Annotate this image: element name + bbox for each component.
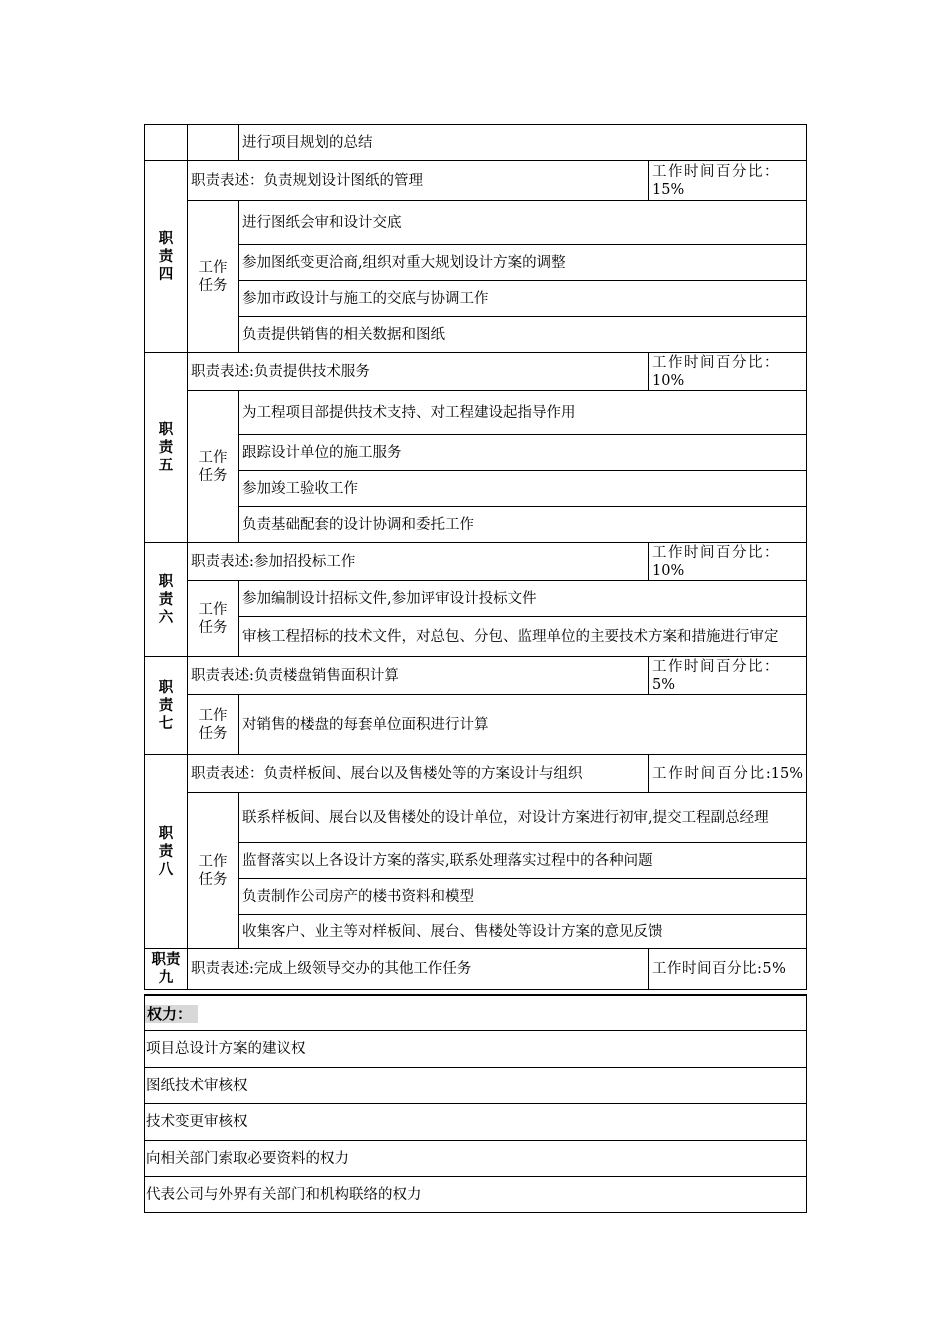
rights-item: 技术变更审核权 bbox=[144, 1103, 807, 1140]
rights-header bbox=[144, 994, 807, 1030]
task-item: 对销售的楼盘的每套单位面积进行计算 bbox=[239, 695, 807, 755]
rights-section bbox=[144, 994, 807, 1213]
task-item: 监督落实以上各设计方案的落实,联系处理落实过程中的各种问题 bbox=[239, 843, 807, 879]
task-item: 参加编制设计招标文件,参加评审设计投标文件 bbox=[239, 581, 807, 617]
task-label: 工作任务 bbox=[188, 201, 239, 353]
rights-item: 代表公司与外界有关部门和机构联络的权力 bbox=[144, 1176, 807, 1213]
resp-description: 职责表述:参加招投标工作 bbox=[188, 543, 649, 581]
resp-description: 职责表述：负责规划设计图纸的管理 bbox=[188, 161, 649, 201]
work-time-percent: 工作时间百分比:5% bbox=[649, 949, 807, 990]
task-item: 负责制作公司房产的楼书资料和模型 bbox=[239, 879, 807, 915]
task-item: 审核工程招标的技术文件，对总包、分包、监理单位的主要技术方案和措施进行审定 bbox=[239, 617, 807, 657]
resp-label: 职责八 bbox=[145, 755, 188, 949]
work-time-percent: 工作时间百分比： 15% bbox=[649, 161, 807, 201]
work-time-percent: 工作时间百分比： 5% bbox=[649, 657, 807, 695]
resp-label: 职责七 bbox=[145, 657, 188, 755]
task-item: 参加市政设计与施工的交底与协调工作 bbox=[239, 281, 807, 317]
rights-title: 权力： bbox=[145, 1005, 198, 1023]
resp-description: 职责表述:负责提供技术服务 bbox=[188, 353, 649, 391]
resp-description: 职责表述:负责楼盘销售面积计算 bbox=[188, 657, 649, 695]
task-item: 进行图纸会审和设计交底 bbox=[239, 201, 807, 245]
task-item: 负责提供销售的相关数据和图纸 bbox=[239, 317, 807, 353]
rights-item: 项目总设计方案的建议权 bbox=[144, 1030, 807, 1067]
responsibilities-table bbox=[144, 124, 807, 990]
task-label: 工作任务 bbox=[188, 581, 239, 657]
task-item: 联系样板间、展台以及售楼处的设计单位，对设计方案进行初审,提交工程副总经理 bbox=[239, 793, 807, 843]
task-item: 参加图纸变更洽商,组织对重大规划设计方案的调整 bbox=[239, 245, 807, 281]
task-item: 负责基础配套的设计协调和委托工作 bbox=[239, 507, 807, 543]
resp-label: 职责五 bbox=[145, 353, 188, 543]
task-label-cell bbox=[188, 125, 239, 161]
work-time-percent: 工作时间百分比： 10% bbox=[649, 543, 807, 581]
rights-item: 图纸技术审核权 bbox=[144, 1067, 807, 1104]
task-item: 进行项目规划的总结 bbox=[239, 125, 807, 161]
resp-label-cell bbox=[145, 125, 188, 161]
task-item: 跟踪设计单位的施工服务 bbox=[239, 435, 807, 471]
resp-label: 职责九 bbox=[145, 949, 188, 990]
work-time-percent: 工作时间百分比： 10% bbox=[649, 353, 807, 391]
task-label: 工作任务 bbox=[188, 391, 239, 543]
task-item: 为工程项目部提供技术支持、对工程建设起指导作用 bbox=[239, 391, 807, 435]
task-item: 收集客户、业主等对样板间、展台、售楼处等设计方案的意见反馈 bbox=[239, 915, 807, 949]
task-label: 工作任务 bbox=[188, 695, 239, 755]
task-item: 参加竣工验收工作 bbox=[239, 471, 807, 507]
work-time-percent: 工作时间百分比:15% bbox=[649, 755, 807, 793]
task-label: 工作任务 bbox=[188, 793, 239, 949]
resp-label: 职责六 bbox=[145, 543, 188, 657]
resp-description: 职责表述:完成上级领导交办的其他工作任务 bbox=[188, 949, 649, 990]
rights-item: 向相关部门索取必要资料的权力 bbox=[144, 1140, 807, 1177]
resp-description: 职责表述：负责样板间、展台以及售楼处等的方案设计与组织 bbox=[188, 755, 649, 793]
resp-label: 职责四 bbox=[145, 161, 188, 353]
